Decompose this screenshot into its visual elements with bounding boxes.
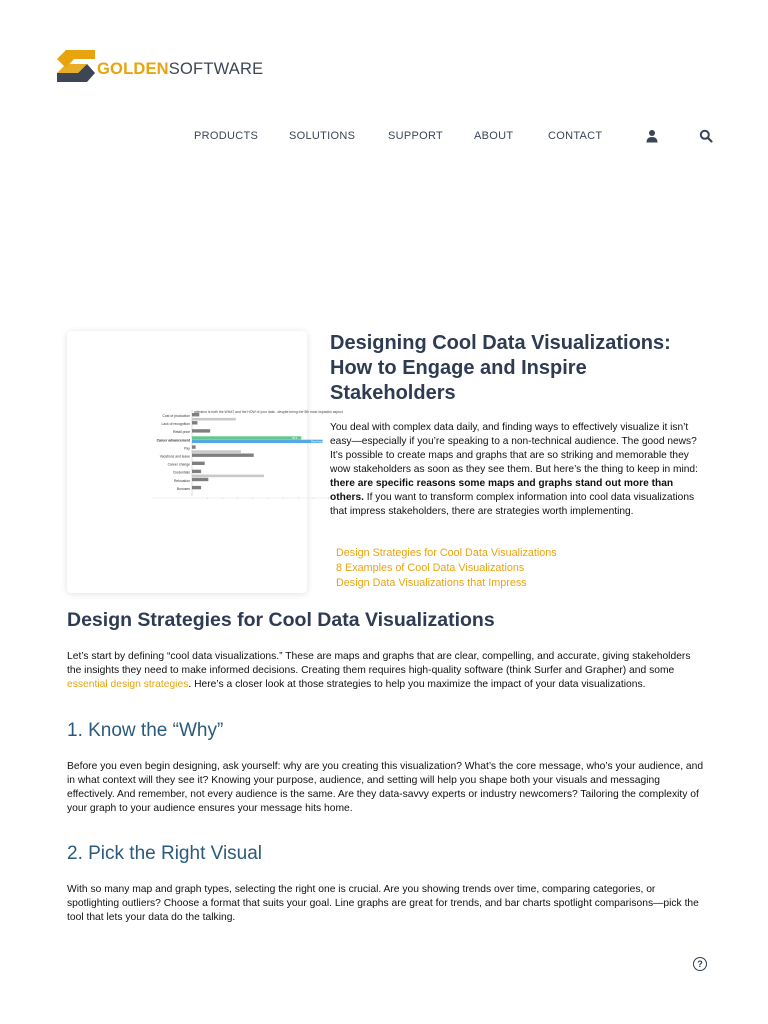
hero-thumbnail-card[interactable] xyxy=(67,331,343,593)
search-icon[interactable] xyxy=(699,129,713,143)
brand-name-part2: SOFTWARE xyxy=(168,59,264,78)
step-2-heading: 2. Pick the Right Visual xyxy=(67,843,263,864)
chart-bar-secondary xyxy=(192,450,241,453)
chart-bar xyxy=(192,478,208,481)
chart-bar xyxy=(192,445,196,448)
nav-item-products[interactable]: PRODUCTS xyxy=(194,130,259,142)
brand-wordmark xyxy=(97,55,263,78)
user-icon[interactable] xyxy=(645,129,659,143)
chart-category-label: Credentials xyxy=(172,470,190,475)
chart-category-label: Pay xyxy=(184,446,190,451)
toc-item xyxy=(336,561,557,576)
hero-intro-part1: You deal with complex data daily, and finding ways to effectively visualize it isn’t easy—especially if you’re speaking to a non-technical audience. The good news? It’s possible to create maps and graphs that are so striking and memorable they wow stakeholders as soon as they see them. But here’s the thing to keep in mind: xyxy=(330,422,698,475)
chart-bar-secondary xyxy=(192,418,236,421)
chart-bar xyxy=(192,429,210,432)
chart-bar xyxy=(192,454,254,457)
nav-item-about[interactable]: ABOUT xyxy=(474,130,514,142)
toc-item xyxy=(336,576,557,591)
section-intro-part1: Let’s start by defining “cool data visualizations.” These are maps and graphs that are clear, compelling, and accurate, giving stakeholders the insights they need to make informed decisions. Creating them requires high-quality software (think Surfer and Grapher) and some xyxy=(67,651,691,676)
thumbnail-bar-chart xyxy=(67,331,343,593)
nav-item-solutions[interactable]: SOLUTIONS xyxy=(289,130,356,142)
section-intro-part2: . Here’s a closer look at those strategies to help you maximize the impact of your data visualizations. xyxy=(188,679,646,690)
chart-bar xyxy=(192,421,197,424)
chart-bar xyxy=(192,486,201,489)
chart-bar xyxy=(192,470,201,473)
chart-category-label: Bonuses xyxy=(176,486,190,491)
chart-category-label: Lack of recognition xyxy=(161,422,190,427)
step-2-body: With so many map and graph types, selecting the right one is crucial. Are you showing trends over time, comparing categories, or spotlighting outliers? Choose a format that suits your goal. Line graphs are great for trends, and bar charts spotlight comparisons—pick the tool that lets your data do the talking. xyxy=(67,884,699,923)
toc-link-impress[interactable]: Design Data Visualizations that Impress xyxy=(336,577,527,589)
nav-item-support[interactable]: SUPPORT xyxy=(388,130,444,142)
main-nav xyxy=(0,130,768,144)
chart-bar-highlight-green xyxy=(192,436,301,439)
essential-design-strategies-link[interactable]: essential design strategies xyxy=(67,679,189,690)
page-title: Designing Cool Data Visualizations: How to Engage and Inspire Stakeholders xyxy=(330,332,671,404)
chart-bar-highlight-blue xyxy=(192,440,323,443)
toc-link-design-strategies[interactable]: Design Strategies for Cool Data Visualizations xyxy=(336,547,557,559)
nav-item-contact[interactable]: CONTACT xyxy=(548,130,603,142)
chart-callout-blue: Real Impacts xyxy=(311,440,327,444)
hero-intro-text xyxy=(330,421,702,519)
chart-bar-secondary xyxy=(192,475,264,478)
chart-callout-green: 84.3 xyxy=(292,436,298,440)
chart-bar xyxy=(192,462,205,465)
chart-category-label: Career change xyxy=(167,462,190,467)
chart-category-label: Retail price xyxy=(173,430,190,435)
golden-software-logo-icon xyxy=(57,50,95,82)
step-1-body: Before you even begin designing, ask yourself: why are you creating this visualization? What’s the core message, who’s your audience, and in what context will they see it? Knowing your purpose, audience, and setting will help you shape both your visuals and messaging effectively. And remember, not every audience is the same. Are they data-savvy experts or industry newcomers? Tailoring the complexity of your graph to your audience ensures your message hits home. xyxy=(67,761,704,814)
section-intro-text xyxy=(67,650,707,692)
toc-link-examples[interactable]: 8 Examples of Cool Data Visualizations xyxy=(336,562,525,574)
brand-name-part1: GOLDEN xyxy=(97,59,169,78)
chart-category-label: Cost of production xyxy=(162,414,190,418)
hero-intro-emphasis: there are specific reasons some maps and graphs stand out more than others. xyxy=(330,478,674,503)
chart-note-text: attention is both the WHAT and the HOW of your data - despite being the 5th most impactful aspect xyxy=(194,410,343,414)
chart-category-label: Career advancement xyxy=(156,438,190,443)
brand-logo[interactable] xyxy=(57,50,263,82)
table-of-contents xyxy=(336,546,557,591)
chart-category-label: Relocation xyxy=(173,478,190,483)
section-title: Design Strategies for Cool Data Visualizations xyxy=(67,609,495,631)
help-circle-icon[interactable]: ? xyxy=(693,957,707,971)
toc-item xyxy=(336,546,557,561)
hero-intro-part2: If you want to transform complex information into cool data visualizations that impress stakeholders, there are strategies worth implementing. xyxy=(330,492,695,517)
step-1-heading: 1. Know the “Why” xyxy=(67,720,224,741)
chart-category-label: Vacations and leave xyxy=(159,454,190,459)
